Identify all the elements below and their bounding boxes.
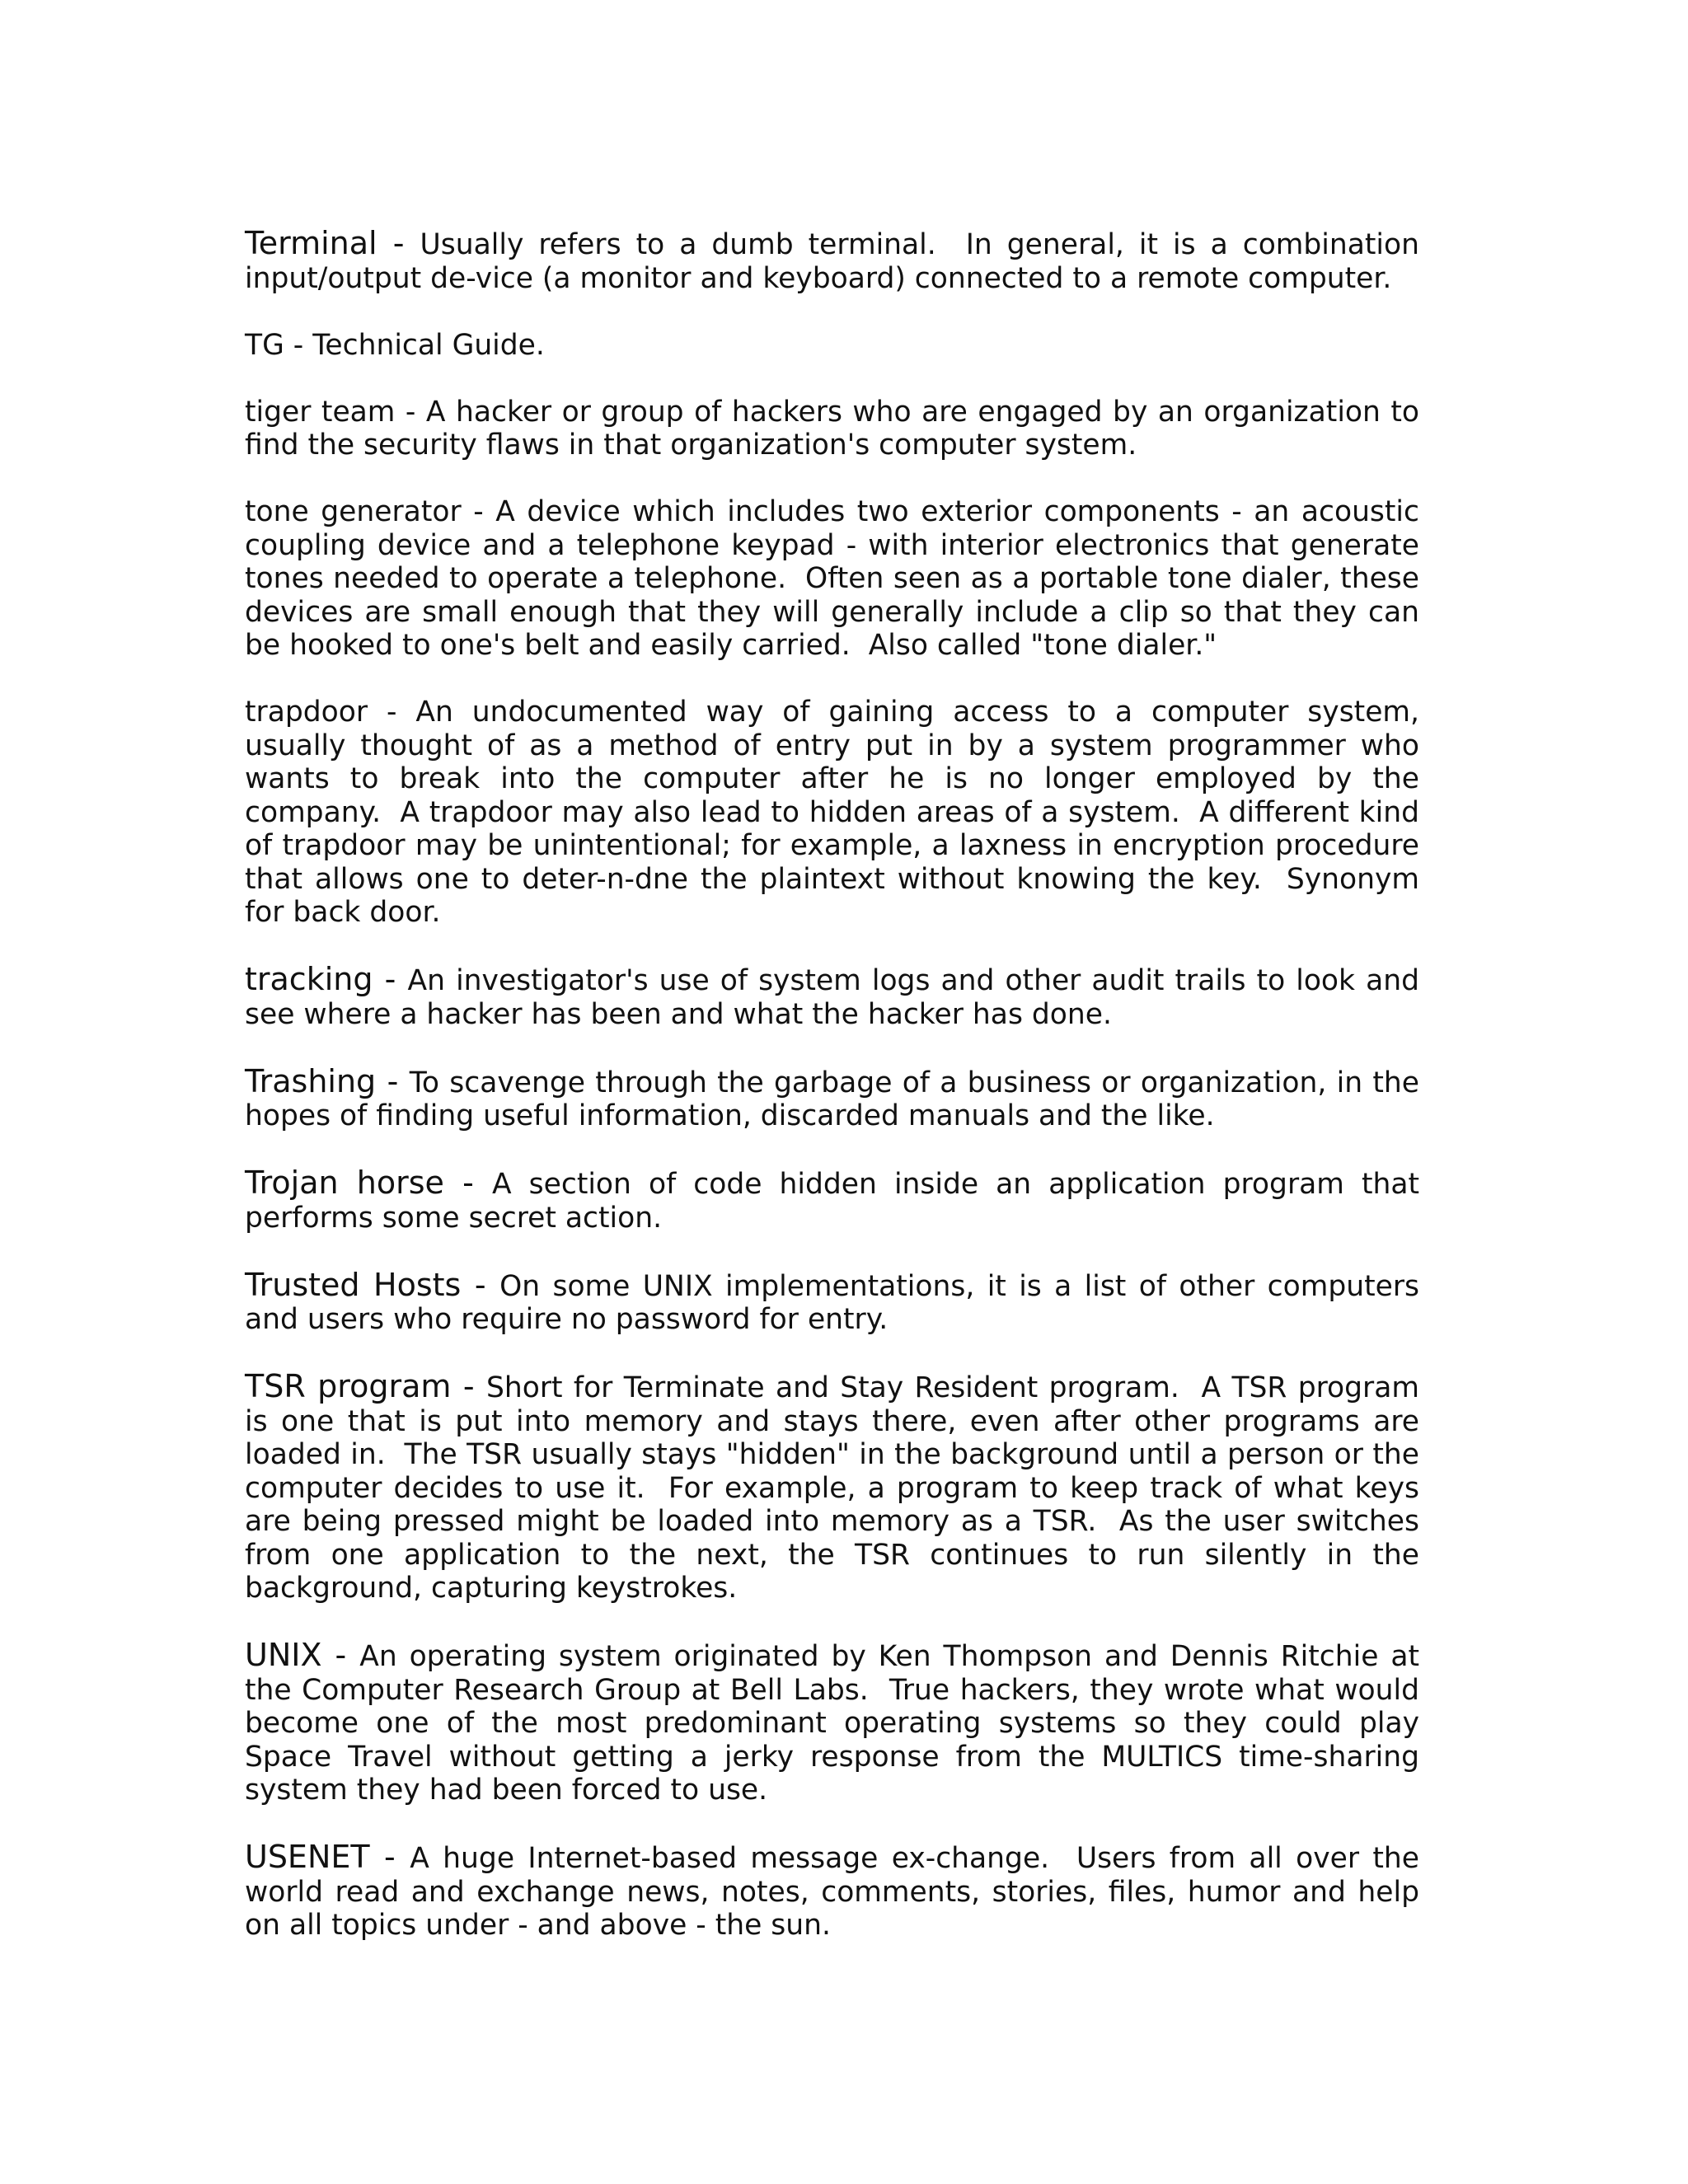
- entry-term: tiger team: [245, 395, 396, 429]
- glossary-entry-trapdoor: trapdoor - An undocumented way of gaining access to a computer system, usually thought of as a method of entry put in by a system programmer who wants to break into the computer after he is no longer employed by the company. A trapdoor may also lead to hidden areas of a system. A different kind of trapdoor may be unintentional; for example, a laxness in encryption procedure that allows one to deter-n-dne the plaintext without knowing the key. Synonym for back door.: [245, 696, 1419, 929]
- entry-definition: Short for Terminate and Stay Resident program. A TSR program is one that is put into memory and stays there, even after other programs are loaded in. The TSR usually stays "hidden" in the background until a person or the computer decides to use it. For example, a program to keep track of what keys are being pressed might be loaded into memory as a TSR. As the user switches from one application to the next, the TSR continues to run silently in the background, capturing keystrokes.: [245, 1371, 1419, 1605]
- glossary-entry-usenet: USENET - A huge Internet-based message ex-change. Users from all over the world read and exchange news, notes, comments, stories, files, humor and help on all topics under - and above - the sun.: [245, 1839, 1419, 1942]
- glossary-entry-tiger-team: tiger team - A hacker or group of hackers who are engaged by an organization to find the security flaws in that organization's computer system.: [245, 395, 1420, 462]
- glossary-entry-tracking: tracking - An investigator's use of system logs and other audit trails to look and see where a hacker has been and what the hacker has done.: [245, 961, 1419, 1031]
- entry-definition: On some UNIX implementations, it is a list of other computers and users who require no password for entry.: [245, 1269, 1419, 1336]
- entry-term: Trojan horse: [245, 1165, 444, 1201]
- glossary-page: [245, 227, 1419, 1975]
- glossary-entry-terminal: Terminal - Usually refers to a dumb terminal. In general, it is a combination input/output de-vice (a monitor and keyboard) connected to a remote computer.: [245, 225, 1419, 295]
- entry-definition: An undocumented way of gaining access to a computer system, usually thought of as a method of entry put in by a system programmer who wants to break into the computer after he is no longer employed by the company. A trapdoor may also lead to hidden areas of a system. A different kind of trapdoor may be unintentional; for example, a laxness in encryption procedure that allows one to deter-n-dne the plaintext without knowing the key. Synonym for back door.: [245, 696, 1419, 929]
- glossary-entry-tsr-program: TSR program - Short for Terminate and Stay Resident program. A TSR program is one that is put into memory and stays there, even after other programs are loaded in. The TSR usually stays "hidden" in the background until a person or the computer decides to use it. For example, a program to keep track of what keys are being pressed might be loaded into memory as a TSR. As the user switches from one application to the next, the TSR continues to run silently in the background, capturing keystrokes.: [245, 1368, 1419, 1605]
- entry-definition: A device which includes two exterior components - an acoustic coupling device and a telephone keypad - with interior electronics that generate tones needed to operate a telephone. Often seen as a portable tone dialer, these devices are small enough that they will generally include a clip so that they can be hooked to one's belt and easily carried. Also called "tone dialer.": [245, 495, 1419, 662]
- entry-term: trapdoor: [245, 696, 368, 729]
- entry-definition: A huge Internet-based message ex-change. Users from all over the world read and exchange news, notes, comments, stories, files, humor and help on all topics under - and above - the sun.: [245, 1842, 1419, 1942]
- entry-term: TG: [245, 328, 284, 362]
- entry-definition: An operating system originated by Ken Thompson and Dennis Ritchie at the Computer Research Group at Bell Labs. True hackers, they wrote what would become one of the most predominant operating systems so they could play Space Travel without getting a jerky response from the MULTICS time-sharing system they had been forced to use.: [245, 1640, 1420, 1807]
- glossary-entry-trusted-hosts: Trusted Hosts - On some UNIX implementations, it is a list of other computers and users who require no password for entry.: [245, 1266, 1419, 1336]
- entry-definition: Technical Guide.: [312, 328, 545, 362]
- entry-term: Trashing: [245, 1062, 377, 1099]
- entry-definition: An investigator's use of system logs and other audit trails to look and see where a hacker has been and what the hacker has done.: [245, 964, 1419, 1031]
- glossary-entry-trashing: Trashing - To scavenge through the garbage of a business or organization, in the hopes of finding useful information, discarded manuals and the like.: [245, 1062, 1419, 1132]
- entry-term: TSR program: [245, 1368, 452, 1404]
- glossary-entry-tg: TG - Technical Guide.: [245, 328, 545, 362]
- entry-definition: A section of code hidden inside an application program that performs some secret action.: [245, 1168, 1419, 1235]
- entry-definition: To scavenge through the garbage of a business or organization, in the hopes of finding useful information, discarded manuals and the like.: [245, 1066, 1419, 1132]
- glossary-entry-unix: UNIX - An operating system originated by Ken Thompson and Dennis Ritchie at the Computer Research Group at Bell Labs. True hackers, they wrote what would become one of the most predominant operating systems so they could play Space Travel without getting a jerky response from the MULTICS time-sharing system they had been forced to use.: [245, 1637, 1420, 1807]
- entry-term: Terminal: [245, 225, 377, 261]
- entry-definition: Usually refers to a dumb terminal. In general, it is a combination input/output de-vice (a monitor and keyboard) connected to a remote computer.: [245, 228, 1419, 295]
- entry-term: Trusted Hosts: [245, 1266, 462, 1303]
- entry-term: UNIX: [245, 1637, 322, 1673]
- entry-term: tracking: [245, 961, 373, 997]
- entry-term: tone generator: [245, 495, 462, 528]
- glossary-entry-trojan-horse: Trojan horse - A section of code hidden inside an application program that performs some secret action.: [245, 1165, 1419, 1235]
- glossary-entry-tone-generator: tone generator - A device which includes two exterior components - an acoustic coupling device and a telephone keypad - with interior electronics that generate tones needed to operate a telephone. Often seen as a portable tone dialer, these devices are small enough that they will generally include a clip so that they can be hooked to one's belt and easily carried. Also called "tone dialer.": [245, 495, 1419, 662]
- entry-term: USENET: [245, 1839, 370, 1875]
- entry-definition: A hacker or group of hackers who are engaged by an organization to find the security flaws in that organization's computer system.: [245, 395, 1420, 462]
